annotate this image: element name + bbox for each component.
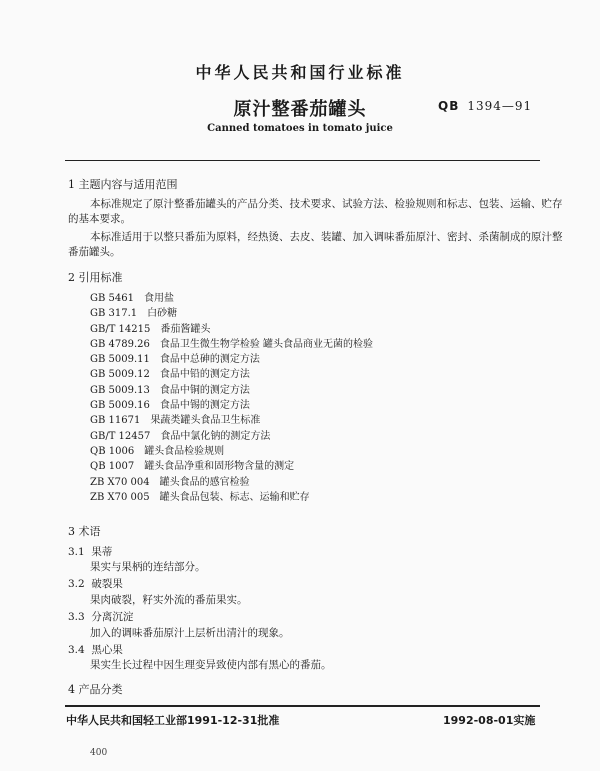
header-divider xyxy=(65,160,540,161)
reference-name: 罐头食品检验规则 xyxy=(144,445,225,457)
term-3-1-definition: 果实与果柄的连结部分。 xyxy=(90,561,206,573)
reference-code: GB 5461 xyxy=(90,293,134,304)
term-name: 黑心果 xyxy=(91,644,123,656)
term-3-3-heading xyxy=(68,610,133,624)
section1-para1-line1: 本标准规定了原汁整番茄罐头的产品分类、技术要求、试验方法、检验规则和标志、包装、运输、贮存 xyxy=(90,198,563,210)
reference-code: QB 1006 xyxy=(90,445,135,457)
reference-code: GB 5009.12 xyxy=(90,369,150,381)
reference-item xyxy=(90,490,373,505)
reference-item xyxy=(90,459,373,474)
standard-title: 原汁整番茄罐头 xyxy=(233,99,367,120)
reference-item xyxy=(90,352,373,367)
reference-name: 番茄酱罐头 xyxy=(160,323,211,335)
standard-code-number: 1394—91 xyxy=(467,99,533,113)
reference-item xyxy=(90,444,373,459)
standard-code-prefix: QB xyxy=(438,99,460,113)
reference-name: 食品中总砷的测定方法 xyxy=(159,354,260,366)
reference-code: GB 11671 xyxy=(90,415,141,427)
term-3-2-definition: 果肉破裂，籽实外流的番茄果实。 xyxy=(90,594,248,606)
reference-name: 食用盐 xyxy=(143,293,174,304)
term-number: 3.4 xyxy=(68,644,85,656)
reference-item xyxy=(90,475,373,490)
page-number: 400 xyxy=(90,748,108,758)
reference-code: GB 4789.26 xyxy=(90,338,150,350)
reference-code: QB 1007 xyxy=(90,461,135,473)
term-name: 分离沉淀 xyxy=(91,611,134,623)
footer-divider xyxy=(65,705,540,707)
section4-heading: 4 产品分类 xyxy=(68,683,123,696)
reference-item xyxy=(90,429,373,444)
reference-code: GB 317.1 xyxy=(90,308,138,320)
reference-name: 食品中氯化钠的测定方法 xyxy=(160,430,271,442)
english-title: Canned tomatoes in tomato juice xyxy=(207,123,393,134)
term-3-2-heading xyxy=(68,577,123,591)
reference-item xyxy=(90,306,373,321)
reference-code: GB 5009.16 xyxy=(90,400,150,412)
term-number: 3.2 xyxy=(68,578,85,590)
term-3-4-definition: 果实生长过程中因生理变异致使内部有黑心的番茄。 xyxy=(90,659,332,671)
term-number: 3.3 xyxy=(68,611,85,623)
reference-name: 果蔬类罐头食品卫生标准 xyxy=(150,415,261,427)
reference-name: 食品中锡的测定方法 xyxy=(159,400,250,412)
reference-name: 食品卫生微生物学检验 罐头食品商业无菌的检验 xyxy=(159,338,374,350)
reference-code: ZB X70 005 xyxy=(90,491,150,503)
reference-name: 食品中铅的测定方法 xyxy=(159,369,250,381)
reference-item xyxy=(90,413,373,428)
reference-code: ZB X70 004 xyxy=(90,476,150,488)
reference-item xyxy=(90,398,373,413)
approval-statement: 中华人民共和国轻工业部1991-12-31批准 xyxy=(66,714,280,727)
term-name: 破裂果 xyxy=(91,578,123,590)
reference-item xyxy=(90,383,373,398)
reference-name: 罐头食品净重和固形物含量的测定 xyxy=(144,461,295,473)
section1-para1-line2: 的基本要求。 xyxy=(68,213,131,225)
issuing-authority: 中华人民共和国行业标准 xyxy=(195,63,405,82)
implementation-date: 1992-08-01实施 xyxy=(443,714,536,727)
reference-name: 罐头食品包装、标志、运输和贮存 xyxy=(159,491,310,503)
reference-item xyxy=(90,322,373,337)
reference-code: GB 5009.13 xyxy=(90,384,150,396)
term-3-1-heading xyxy=(68,545,112,559)
standard-code xyxy=(438,99,532,113)
reference-item xyxy=(90,291,373,306)
section2-heading: 2 引用标准 xyxy=(68,271,123,284)
section1-para2-line1: 本标准适用于以整只番茄为原料，经热烫、去皮、装罐、加入调味番茄原汁、密封、杀菌制成的原汁整 xyxy=(90,231,563,243)
reference-list xyxy=(90,291,373,505)
section1-heading: 1 主题内容与适用范围 xyxy=(68,178,178,191)
term-number: 3.1 xyxy=(68,546,85,558)
reference-code: GB 5009.11 xyxy=(90,354,150,366)
reference-item xyxy=(90,337,373,352)
section1-para2-line2: 番茄罐头。 xyxy=(68,246,121,258)
reference-name: 食品中铜的测定方法 xyxy=(159,384,250,396)
section3-heading: 3 术语 xyxy=(68,525,101,538)
reference-name: 罐头食品的感官检验 xyxy=(159,476,250,488)
term-3-3-definition: 加入的调味番茄原汁上层析出清汁的现象。 xyxy=(90,627,290,639)
reference-item xyxy=(90,367,373,382)
term-name: 果蒂 xyxy=(91,546,113,558)
reference-code: GB/T 14215 xyxy=(90,323,151,335)
reference-name: 白砂糖 xyxy=(147,308,178,320)
term-3-4-heading xyxy=(68,643,123,657)
reference-code: GB/T 12457 xyxy=(90,430,151,442)
